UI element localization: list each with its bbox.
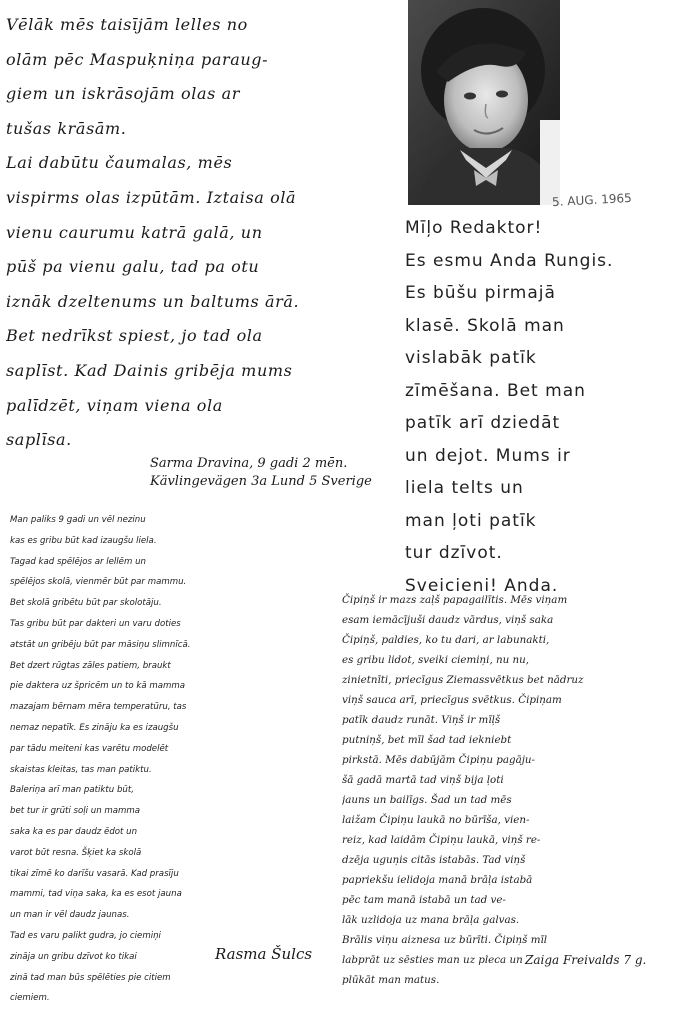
text-line: Lai dabūtu čaumalas, mēs xyxy=(6,153,233,173)
text-line: labprāt uz sēsties man uz pleca un xyxy=(342,954,523,966)
text-line: Bet nedrīkst spiest, jo tad ola xyxy=(6,326,263,346)
text-line: patīk arī dziedāt xyxy=(405,413,561,433)
text-line: Tas gribu būt par dakteri un varu doties xyxy=(10,618,181,629)
text-line: patīk daudz runāt. Viņš ir mīļš xyxy=(342,714,501,726)
text-line: Sveicieni! Anda. xyxy=(405,575,559,596)
text-line: Baleriņa arī man patiktu būt, xyxy=(10,785,134,796)
text-line: Tagad kad spēlējos ar lellēm un xyxy=(10,556,146,567)
text-line: mammi, tad viņa saka, ka es esot jauna xyxy=(10,889,182,900)
text-line: papriekšu ielidoja manā brāļa istabā xyxy=(342,874,533,886)
letter-future-signature: Rasma Šulcs xyxy=(215,945,313,963)
text-line: zinietnīti, priecīgus Ziemassvētkus bet nādruz xyxy=(342,674,584,686)
text-line: atstāt un gribēju būt par māsiņu slimnīcā. xyxy=(10,639,191,650)
text-line: Mīļo Redaktor! xyxy=(405,218,543,238)
text-line: un man ir vēl daudz jaunas. xyxy=(10,910,130,921)
letter-parrot xyxy=(342,590,697,990)
text-line: esam iemācījuši daudz vārdus, viņš saka xyxy=(342,614,554,626)
text-line: reiz, kad laidām Čipiņu laukā, viņš re- xyxy=(342,834,541,846)
text-line: mazajam bērnam mēra temperatūru, tas xyxy=(10,702,187,713)
child-photo xyxy=(408,0,560,205)
date-stamp: 5. AUG. 1965 xyxy=(551,190,633,210)
text-line: saka ka es par daudz ēdot un xyxy=(10,826,138,837)
text-line: Čipiņš, paldies, ko tu dari, ar labunakti, xyxy=(342,634,550,646)
letter-to-editor-lines xyxy=(405,212,700,602)
text-line: viņš sauca arī, priecīgus svētkus. Čipiņam xyxy=(342,694,562,706)
text-line: saplīst. Kad Dainis gribēja mums xyxy=(6,360,293,380)
text-line: liela telts un xyxy=(405,478,524,498)
text-line: varot būt resna. Šķiet ka skolā xyxy=(10,847,142,858)
letter-to-editor xyxy=(405,212,700,602)
child-portrait-image xyxy=(408,0,560,205)
text-line: Bet skolā gribētu būt par skolotāju. xyxy=(10,598,162,609)
text-line: pūš pa vienu galu, tad pa otu xyxy=(6,257,260,277)
text-line: par tādu meiteni kas varētu modelēt xyxy=(10,743,169,754)
text-line: tikai zīmē ko darīšu vasarā. Kad prasīju xyxy=(10,868,179,879)
text-line: Bet dzert rūgtas zāles patiem, braukt xyxy=(10,660,171,671)
letter-future-lines xyxy=(10,510,330,1009)
letter-parrot-lines xyxy=(342,590,697,990)
text-line: pēc tam manā istabā un tad ve- xyxy=(342,894,506,906)
text-line: pie daktera uz špricēm un to kā mamma xyxy=(10,681,186,692)
text-line: Tad es varu palikt gudra, jo ciemiņi xyxy=(10,930,161,941)
text-line: tur dzīvot. xyxy=(405,543,503,563)
text-line: vienu caurumu katrā galā, un xyxy=(6,222,263,242)
text-line: zinā tad man būs spēlēties pie citiem xyxy=(10,972,171,983)
author-address: Kävlingevägen 3a Lund 5 Sverige xyxy=(150,474,372,489)
letter-parrot-signature: Zaiga Freivalds 7 g. xyxy=(525,953,647,967)
text-line: Vēlāk mēs taisījām lelles no xyxy=(6,15,248,34)
text-line: pirkstā. Mēs dabūjām Čipiņu pagāju- xyxy=(342,754,536,766)
text-line: es gribu lidot, sveiki ciemiņi, nu nu, xyxy=(342,654,530,666)
text-line: vispirms olas izpūtām. Iztaisa olā xyxy=(6,187,297,207)
letter-eggs-signature xyxy=(150,455,410,491)
text-line: iznāk dzeltenums un baltums ārā. xyxy=(6,291,300,311)
text-line: Man paliks 9 gadi un vēl nezinu xyxy=(10,515,146,525)
text-line: skaistas kleitas, tas man patiktu. xyxy=(10,764,152,775)
text-line: zīmēšana. Bet man xyxy=(405,380,586,401)
text-line: spēlējos skolā, vienmēr būt par mammu. xyxy=(10,577,187,588)
text-line: klasē. Skolā man xyxy=(405,315,565,336)
letter-future xyxy=(10,510,330,1009)
text-line: Čipiņš ir mazs zaļš papagailītis. Mēs viņam xyxy=(342,594,568,606)
text-line: jauns un bailīgs. Šad un tad mēs xyxy=(342,794,512,806)
text-line: laižam Čipiņu laukā no būrīša, vien- xyxy=(342,814,530,826)
text-line: palīdzēt, viņam viena ola xyxy=(6,395,223,415)
text-line: nemaz nepatīk. Es zināju ka es izaugšu xyxy=(10,722,179,733)
text-line: putniņš, bet mīl šad tad iekniebt xyxy=(342,734,512,746)
author-name: Sarma Dravina, 9 gadi 2 mēn. xyxy=(150,456,348,471)
text-line: Es būšu pirmajā xyxy=(405,283,556,303)
text-line: tušas krāsām. xyxy=(6,118,127,138)
text-line: dzēja uguņis citās istabās. Tad viņš xyxy=(342,854,526,866)
text-line: saplīsa. xyxy=(6,430,72,450)
text-line: lāk uzlidoja uz mana brāļa galvas. xyxy=(342,914,520,926)
text-line: olām pēc Maspuķniņa paraug- xyxy=(6,49,269,69)
text-line: plūkāt man matus. xyxy=(342,974,440,986)
text-line: man ļoti patīk xyxy=(405,510,537,531)
letter-eggs-lines xyxy=(6,8,401,458)
text-line: un dejot. Mums ir xyxy=(405,445,571,466)
text-line: kas es gribu būt kad izaugšu liela. xyxy=(10,535,157,546)
text-line: vislabāk patīk xyxy=(405,348,537,368)
text-line: ciemiem. xyxy=(10,993,50,1004)
text-line: giem un iskrāsojām olas ar xyxy=(6,84,240,104)
text-line: bet tur ir grūti soļi un mamma xyxy=(10,806,141,817)
letter-eggs xyxy=(6,8,401,458)
text-line: Es esmu Anda Rungis. xyxy=(405,250,614,271)
text-line: Brālis viņu aiznesa uz būrīti. Čipiņš mīl xyxy=(342,934,548,946)
text-line: zināja un gribu dzīvot ko tikai xyxy=(10,951,137,962)
text-line: šā gadā martā tad viņš bija ļoti xyxy=(342,774,504,786)
